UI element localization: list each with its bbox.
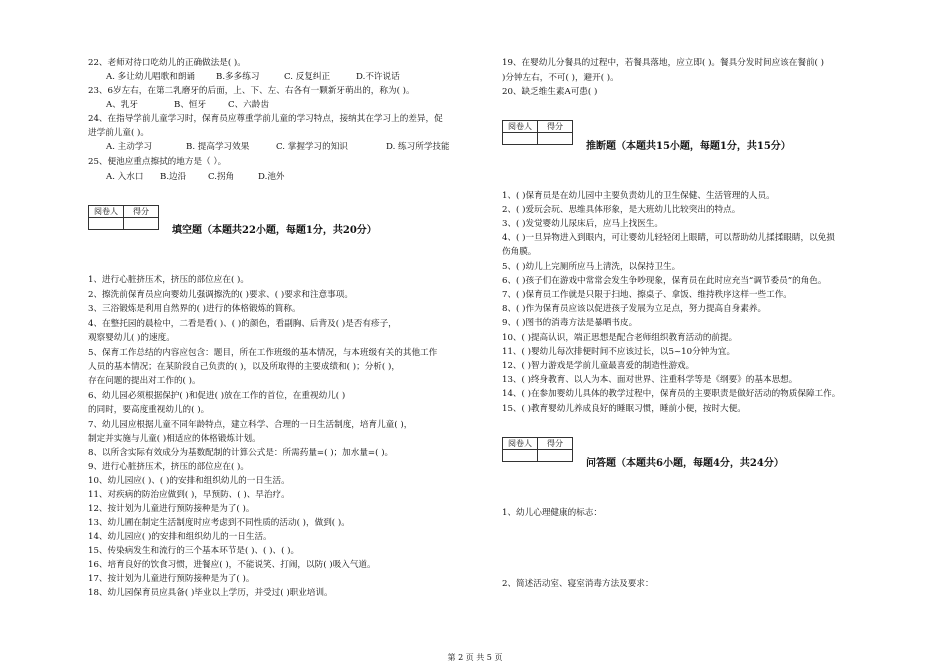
judge-line: 8、( )作为保育员应该以促进孩子发展为立足点，努力提高自身素养。 [502,304,767,314]
option: C. 掌握学习的知识 [276,142,348,152]
question-23-options [88,100,269,111]
fill-line: 12、按计划为儿童进行预防接种是为了( )。 [88,504,255,514]
fill-line: 1、进行心脏挤压术，挤压的部位应在( )。 [88,275,249,285]
score-label: 得分 [538,121,573,133]
grader-label: 阅卷人 [503,438,538,450]
fill-line: 7、幼儿园应根据儿童不同年龄特点，建立科学、合理的一日生活制度，培育儿童( )， [88,420,413,430]
score-label: 得分 [538,438,573,450]
page-footer: 第 2 页 共 5 页 [447,653,503,662]
option: A、乳牙 [106,100,138,110]
fill-line: 11、对疾病的防治应做到( )，早预防、( )、早治疗。 [88,490,290,500]
judge-line: 9、( )图书的消毒方法是暴晒书皮。 [502,318,638,328]
fill-line: 4、在整托园的晨检中，二看是看( )、( )的颜色，看副胸、后背及( )是否有疹子， [88,319,397,329]
question-25: 25、便池应重点擦拭的地方是（ ）。 [88,157,227,167]
question-25-options [88,172,285,183]
option: C.拐角 [208,172,235,182]
fill-line: 的同时，要高度重视幼儿的( )。 [88,405,210,415]
judge-line: 15、( )教育婴幼儿养成良好的睡眠习惯，睡前小便，按时大便。 [502,404,746,414]
score-label: 得分 [124,206,159,218]
section-title-qa: 问答题（本题共6小题，每题4分，共24分） [586,458,784,469]
fill-line: 14、幼儿园应( )的安排和组织幼儿的一日生活。 [88,532,272,542]
score-box [502,120,573,145]
grader-cell [503,450,538,462]
question-23: 23、6岁左右，在第二乳磨牙的后面，上、下、左、右各有一颗新牙萌出的，称为( )。 [88,86,415,96]
score-cell [538,133,573,145]
qa-question: 1、幼儿心理健康的标志： [502,508,602,518]
option: C. 反复纠正 [284,72,331,82]
grader-label: 阅卷人 [503,121,538,133]
judge-line: 12、( )智力游戏是学前儿童最喜爱的制造性游戏。 [502,361,695,371]
option: A. 主动学习 [106,142,153,152]
judge-line: 5、( )幼儿上完厕所应马上清洗，以保持卫生。 [502,262,681,272]
judge-line: 3、( )发觉婴幼儿尿床后，应马上找医生。 [502,219,663,229]
option: A. 多让幼儿唱歌和朗诵 [106,72,196,82]
option: B、恒牙 [174,100,207,110]
fill-line: 9、进行心脏挤压术，挤压的部位应在( )。 [88,462,249,472]
option: A. 入水口 [106,172,144,182]
section-title-fill: 填空题（本题共22小题，每题1分，共20分） [172,225,377,236]
question-19-cont: )分钟左右，不可( )，避开( )。 [502,73,619,83]
option: D.不许说话 [356,72,400,82]
judge-line: 7、( )保育员工作就是只限于扫地、擦桌子、拿饭、维持秩序这样一些工作。 [502,290,792,300]
score-cell [124,218,159,230]
option: B.边沿 [160,172,187,182]
grader-cell [89,218,124,230]
question-24-cont: 进学前儿童( )。 [88,128,149,138]
fill-line: 8、以所含实际有效成分为基数配制的计算公式是：所需药量=( )；加水量=( )。 [88,448,394,458]
judge-line: 11、( )婴幼儿每次排便时间不应该过长，以5~10分钟为宜。 [502,347,736,357]
fill-line: 18、幼儿园保育员应具备( )毕业以上学历，并受过( )职业培训。 [88,588,333,598]
fill-line: 17、按计划为儿童进行预防接种是为了( )。 [88,574,255,584]
judge-line: 4、( )一旦异物进入到眼内，可让婴幼儿轻轻闭上眼睛，可以帮助幼儿揉揉眼睛，以免损 [502,233,835,243]
fill-line: 观察婴幼儿( )的速度。 [88,333,175,343]
option: B. 提高学习效果 [186,142,250,152]
fill-line: 人员的基本情况；在某阶段自己负责的( )，以及所取得的主要成绩和( )；分析( )， [88,362,400,372]
score-cell [538,450,573,462]
judge-line: 10、( )提高认识，端正思想是配合老师组织教育活动的前提。 [502,333,738,343]
qa-question: 2、简述活动室、寝室消毒方法及要求： [502,579,654,589]
grader-cell [503,133,538,145]
judge-line: 6、( )孩子们在游戏中常常会发生争吵现象，保育员在此时应充当“调节委员”的角色。 [502,276,827,286]
fill-line: 15、传染病发生和流行的三个基本环节是( )、( )、( )。 [88,546,300,556]
fill-line: 3、三浴锻炼是利用自然界的( )进行的体格锻炼的简称。 [88,304,301,314]
question-22: 22、老师对待口吃幼儿的正确做法是( )。 [88,58,246,68]
fill-line: 制定并实施与儿童( )相适应的体格锻炼计划。 [88,434,261,444]
section-title-judge: 推断题（本题共15小题，每题1分，共15分） [586,141,791,152]
score-box [502,437,573,462]
question-24-options [88,142,450,153]
fill-line: 10、幼儿园应( )、( )的安排和组织幼儿的一日生活。 [88,476,290,486]
fill-line: 6、幼儿园必须根据保护( )和促进( )放在工作的首位，在重视幼儿( ) [88,391,346,401]
judge-line: 14、( )在参加婴幼儿具体的教学过程中，保育员的主要职责是做好活动的物质保障工作。 [502,389,841,399]
question-24: 24、在指导学前儿童学习时，保育员应尊重学前儿童的学习特点，接纳其在学习上的差异，促 [88,114,443,124]
judge-line: 13、( )终身教育、以人为本、面对世界、注重科学等是《纲要》的基本思想。 [502,375,798,385]
grader-label: 阅卷人 [89,206,124,218]
fill-line: 存在问题的提出对工作的( )。 [88,376,201,386]
option: B.多多练习 [216,72,260,82]
question-19: 19、在婴幼儿分餐具的过程中，若餐具落地，应立即( )。餐具分发时间应该在餐前( ) [502,58,824,68]
fill-line: 16、培育良好的饮食习惯，进餐应( )，不能说笑、打闹，以防( )吸入气道。 [88,560,376,570]
judge-line: 2、( )爱玩会玩、思维具体形象，是大班幼儿比较突出的特点。 [502,205,741,215]
fill-line: 13、幼儿圃在制定生活制度时应考虑到不同性质的活动( )，做到( )。 [88,518,350,528]
judge-line: 1、( )保育员是在幼儿园中主要负责幼儿的卫生保健、生活管理的人员。 [502,191,775,201]
question-20: 20、缺乏维生素A可患( ) [502,87,598,97]
judge-line: 伤角膜。 [502,247,537,257]
score-box [88,205,159,230]
option: C、六龄齿 [228,100,269,110]
fill-line: 2、擦洗前保育员应向婴幼儿强调擦洗的( )要求、( )要求和注意事项。 [88,290,353,300]
fill-line: 5、保育工作总结的内容应包含：题目，所在工作班级的基本情况，与本班级有关的其他工作 [88,348,438,358]
option: D.池外 [258,172,285,182]
question-22-options [88,72,400,83]
option: D. 练习所学技能 [386,142,450,152]
